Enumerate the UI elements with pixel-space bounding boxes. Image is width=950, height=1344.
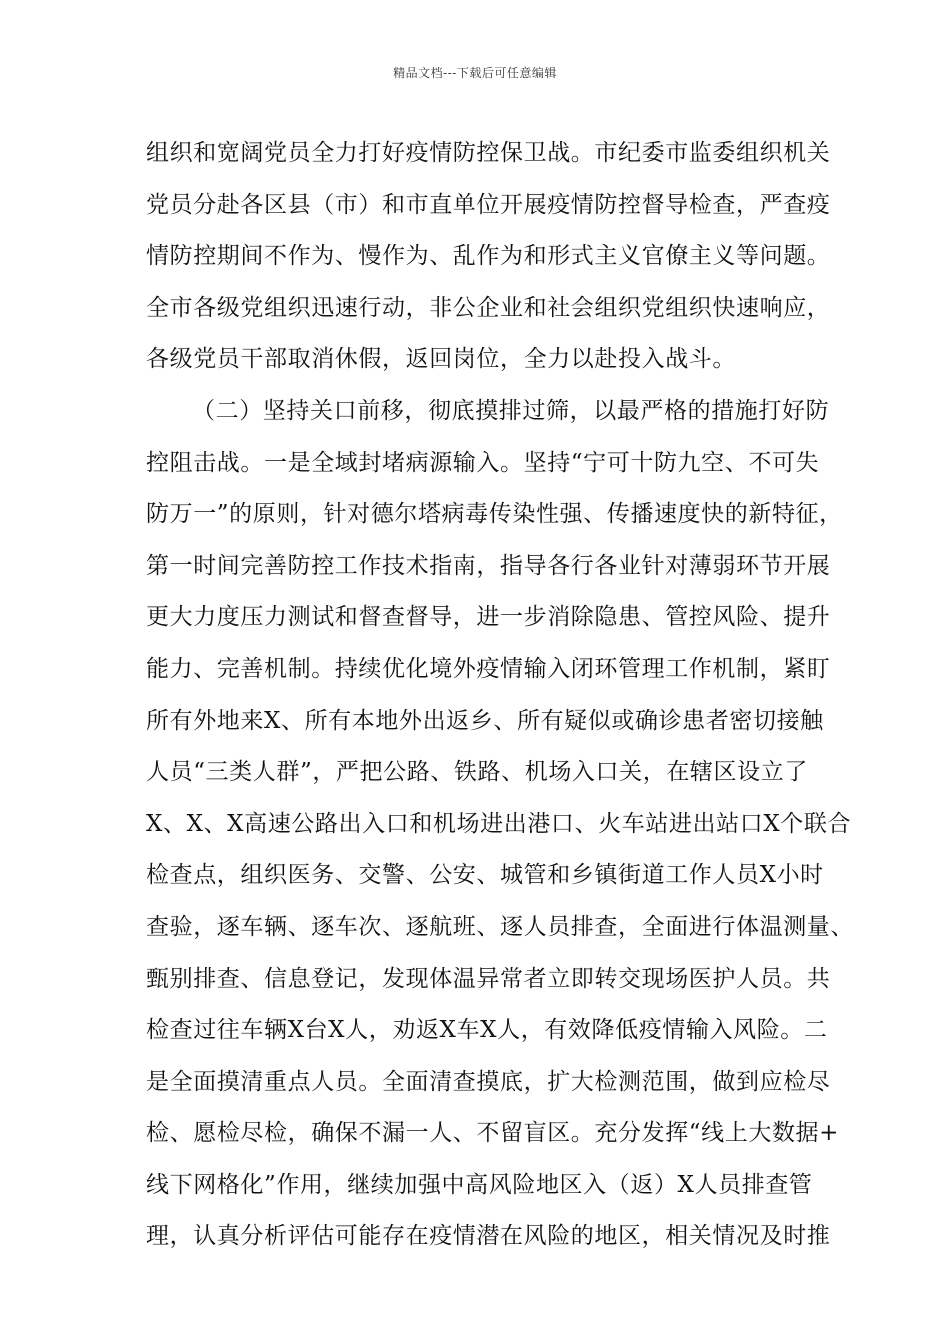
text-line: 人员“三类人群”，严把公路、铁路、机场入口关，在辖区设立了 — [146, 759, 808, 786]
text-line: X、X、X高速公路出入口和机场进出港口、火车站进出站口X个联合 — [146, 810, 852, 837]
text-line: 能力、完善机制。持续优化境外疫情输入闭环管理工作机制，紧盯 — [146, 655, 831, 682]
paragraph-start-line: （二）坚持关口前移，彻底摸排过筛，以最严格的措施打好防 — [192, 397, 830, 424]
text-line: 各级党员干部取消休假，返回岗位，全力以赴投入战斗。 — [146, 346, 736, 373]
text-line: 所有外地来X、所有本地外出返乡、所有疑似或确诊患者密切接触 — [146, 707, 824, 734]
text-line: 第一时间完善防控工作技术指南，指导各行各业针对薄弱环节开展 — [146, 552, 831, 579]
text-line: 防万一”的原则，针对德尔塔病毒传染性强、传播速度快的新特征， — [146, 501, 843, 528]
text-line: 查验，逐车辆、逐车次、逐航班、逐人员排查，全面进行体温测量、 — [146, 913, 854, 940]
text-line: 甄别排查、信息登记，发现体温异常者立即转交现场医护人员。共 — [146, 965, 831, 992]
document-body — [146, 128, 854, 1263]
text-line: 是全面摸清重点人员。全面清查摸底，扩大检测范围，做到应检尽 — [146, 1068, 831, 1095]
text-line: 理，认真分析评估可能存在疫情潜在风险的地区，相关情况及时推 — [146, 1223, 831, 1250]
page-header: 精品文档---下载后可任意编辑 — [393, 66, 557, 80]
text-line: 线下网格化”作用，继续加强中高风险地区入（返）X人员排查管 — [146, 1171, 813, 1198]
text-line: 控阻击战。一是全域封堵病源输入。坚持“宁可十防九空、不可失 — [146, 449, 820, 476]
text-line: 组织和宽阔党员全力打好疫情防控保卫战。市纪委市监委组织机关 — [146, 140, 831, 166]
text-line: 全市各级党组织迅速行动，非公企业和社会组织党组织快速响应， — [146, 294, 831, 321]
text-line: 检、愿检尽检，确保不漏一人、不留盲区。充分发挥“线上大数据+ — [146, 1120, 840, 1147]
text-line: 情防控期间不作为、慢作为、乱作为和形式主义官僚主义等问题。 — [146, 243, 831, 270]
text-line: 更大力度压力测试和督查督导，进一步消除隐患、管控风险、提升 — [146, 604, 831, 631]
text-line: 党员分赴各区县（市）和市直单位开展疫情防控督导检查，严查疫 — [146, 191, 831, 218]
text-line: 检查点，组织医务、交警、公安、城管和乡镇街道工作人员X小时 — [146, 862, 824, 889]
text-line: 检查过往车辆X台X人，劝返X车X人，有效降低疫情输入风险。二 — [146, 1017, 828, 1044]
